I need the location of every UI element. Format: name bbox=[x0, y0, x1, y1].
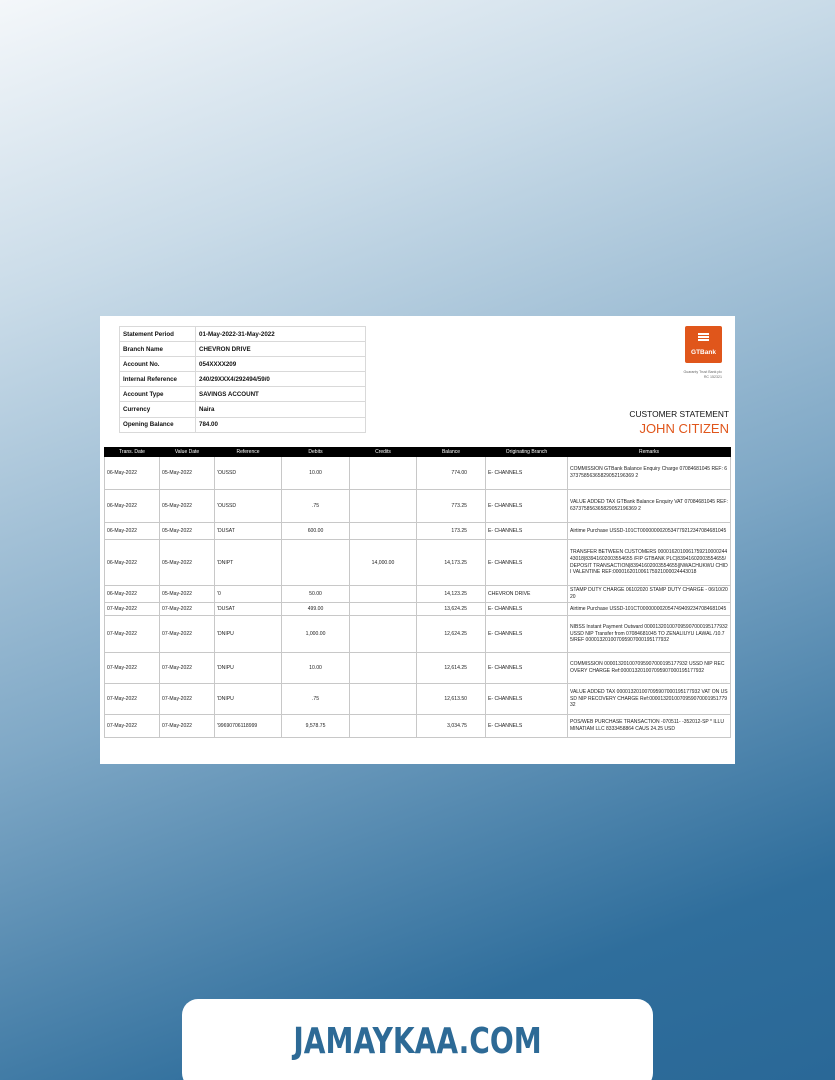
footer-banner bbox=[182, 999, 653, 1080]
info-row bbox=[120, 342, 366, 357]
cell-branch: E- CHANNELS bbox=[486, 684, 568, 715]
cell-balance: 173.25 bbox=[417, 523, 486, 540]
cell-debit: 1,000.00 bbox=[282, 616, 350, 653]
cell-remarks: Airtime Purchase USSD-101CT0000000020547494092347084681045 bbox=[568, 603, 731, 616]
cell-branch: E- CHANNELS bbox=[486, 616, 568, 653]
cell-balance: 12,624.25 bbox=[417, 616, 486, 653]
table-row bbox=[105, 586, 731, 603]
logo-bars-icon bbox=[698, 333, 709, 342]
info-value: 01-May-2022-31-May-2022 bbox=[196, 327, 366, 342]
info-label: Internal Reference bbox=[120, 372, 196, 387]
info-label: Opening Balance bbox=[120, 417, 196, 432]
cell-debit: 499.00 bbox=[282, 603, 350, 616]
cell-branch: E- CHANNELS bbox=[486, 490, 568, 523]
cell-credit bbox=[350, 523, 417, 540]
cell-value-date: 07-May-2022 bbox=[160, 684, 215, 715]
cell-value-date: 07-May-2022 bbox=[160, 653, 215, 684]
table-row bbox=[105, 540, 731, 586]
cell-branch: E- CHANNELS bbox=[486, 457, 568, 490]
cell-debit: 50.00 bbox=[282, 586, 350, 603]
cell-credit bbox=[350, 684, 417, 715]
cell-credit bbox=[350, 715, 417, 738]
statement-title: CUSTOMER STATEMENT bbox=[629, 409, 729, 419]
cell-reference: '0 bbox=[215, 586, 282, 603]
cell-remarks: POS/WEB PURCHASE TRANSACTION -070511- -352012-SP * ILLUMINATIAM LLC 8333458864 CAUS 24.25 USD bbox=[568, 715, 731, 738]
cell-branch: E- CHANNELS bbox=[486, 653, 568, 684]
site-name: JAMAYKAA.COM bbox=[293, 1021, 542, 1062]
cell-value-date: 07-May-2022 bbox=[160, 616, 215, 653]
table-row bbox=[105, 603, 731, 616]
cell-balance: 773.25 bbox=[417, 490, 486, 523]
table-header-row bbox=[105, 448, 731, 457]
cell-balance: 774.00 bbox=[417, 457, 486, 490]
column-header: Trans. Date bbox=[105, 448, 160, 457]
cell-reference: 'DUSAT bbox=[215, 603, 282, 616]
column-header: Value Date bbox=[160, 448, 215, 457]
table-row bbox=[105, 457, 731, 490]
cell-remarks: COMMISSION GTBank Balance Enquiry Charge 07084681045 REF: 637375856365829052196369 2 bbox=[568, 457, 731, 490]
cell-remarks: VALUE ADDED TAX 000013201007095907000195177932 VAT ON USSD NIP RECOVERY CHARGE Ref:000013201007095907000195177932 bbox=[568, 684, 731, 715]
cell-balance: 12,614.25 bbox=[417, 653, 486, 684]
info-value: Naira bbox=[196, 402, 366, 417]
cell-branch: CHEVRON DRIVE bbox=[486, 586, 568, 603]
info-label: Statement Period bbox=[120, 327, 196, 342]
cell-value-date: 05-May-2022 bbox=[160, 457, 215, 490]
tagline-line: Guaranty Trust Bank plc bbox=[683, 370, 722, 374]
info-value: 784.00 bbox=[196, 417, 366, 432]
cell-reference: 'DUSAT bbox=[215, 523, 282, 540]
cell-remarks: NIBSS Instant Payment Outward 000013201007095907000195177932 USSD NIP Transfer from 07084681045 TO ZENALIUYU LAWAL /10.75/REF 000013201007095907000195177932 bbox=[568, 616, 731, 653]
cell-credit bbox=[350, 616, 417, 653]
customer-name: JOHN CITIZEN bbox=[639, 421, 729, 436]
table-row bbox=[105, 715, 731, 738]
info-row bbox=[120, 327, 366, 342]
cell-debit: .75 bbox=[282, 490, 350, 523]
cell-credit bbox=[350, 457, 417, 490]
cell-trans-date: 06-May-2022 bbox=[105, 523, 160, 540]
cell-value-date: 05-May-2022 bbox=[160, 490, 215, 523]
cell-credit: 14,000.00 bbox=[350, 540, 417, 586]
bank-statement-document bbox=[100, 316, 735, 764]
cell-remarks: STAMP DUTY CHARGE 06102020 STAMP DUTY CHARGE - 06/10/2020 bbox=[568, 586, 731, 603]
cell-debit: .75 bbox=[282, 684, 350, 715]
info-label: Currency bbox=[120, 402, 196, 417]
cell-credit bbox=[350, 586, 417, 603]
cell-trans-date: 07-May-2022 bbox=[105, 653, 160, 684]
cell-debit: 600.00 bbox=[282, 523, 350, 540]
cell-remarks: TRANSFER BETWEEN CUSTOMERS 000016201006175921000024443018|83941602003554655 /FIP GTBANK PLC|83941602003554655/DEPOSIT TRANSACTION|83941602003554655||NWACHUKWU CHIDI VALENTINE REF:000016201006175921000024443018 bbox=[568, 540, 731, 586]
cell-branch: E- CHANNELS bbox=[486, 540, 568, 586]
cell-value-date: 07-May-2022 bbox=[160, 603, 215, 616]
info-row bbox=[120, 417, 366, 432]
cell-balance: 14,173.25 bbox=[417, 540, 486, 586]
info-value: 054XXXX209 bbox=[196, 357, 366, 372]
info-row bbox=[120, 387, 366, 402]
cell-credit bbox=[350, 653, 417, 684]
cell-branch: E- CHANNELS bbox=[486, 603, 568, 616]
cell-trans-date: 07-May-2022 bbox=[105, 603, 160, 616]
cell-debit: 9,578.75 bbox=[282, 715, 350, 738]
gtbank-logo bbox=[685, 326, 722, 363]
statement-info-table bbox=[119, 326, 366, 433]
cell-reference: 'DNIPT bbox=[215, 540, 282, 586]
info-label: Account Type bbox=[120, 387, 196, 402]
table-row bbox=[105, 684, 731, 715]
table-row bbox=[105, 490, 731, 523]
info-value: CHEVRON DRIVE bbox=[196, 342, 366, 357]
info-row bbox=[120, 357, 366, 372]
table-row bbox=[105, 616, 731, 653]
table-row bbox=[105, 523, 731, 540]
column-header: Balance bbox=[417, 448, 486, 457]
cell-remarks: COMMISSION 000013201007095907000195177932 USSD NIP RECOVERY CHARGE Ref:000013201007095907000195177932 bbox=[568, 653, 731, 684]
tagline-line: RC 152321 bbox=[703, 375, 722, 379]
cell-remarks: Airtime Purchase USSD-101CT0000000020534779212347084681045 bbox=[568, 523, 731, 540]
cell-trans-date: 06-May-2022 bbox=[105, 457, 160, 490]
cell-trans-date: 06-May-2022 bbox=[105, 540, 160, 586]
cell-reference: 'DNIPU bbox=[215, 616, 282, 653]
cell-trans-date: 07-May-2022 bbox=[105, 616, 160, 653]
info-value: 240/29XXX4/292494/59/0 bbox=[196, 372, 366, 387]
cell-balance: 3,034.75 bbox=[417, 715, 486, 738]
cell-credit bbox=[350, 603, 417, 616]
cell-remarks: VALUE ADDED TAX GTBank Balance Enquiry VAT 07084681045 REF: 637375856365829052196369 2 bbox=[568, 490, 731, 523]
cell-debit bbox=[282, 540, 350, 586]
cell-balance: 14,123.25 bbox=[417, 586, 486, 603]
cell-trans-date: 07-May-2022 bbox=[105, 684, 160, 715]
cell-reference: 'OUSSD bbox=[215, 457, 282, 490]
bank-tagline bbox=[660, 370, 722, 380]
column-header: Debits bbox=[282, 448, 350, 457]
cell-reference: 'DNIPU bbox=[215, 653, 282, 684]
cell-trans-date: 07-May-2022 bbox=[105, 715, 160, 738]
table-row bbox=[105, 653, 731, 684]
info-row bbox=[120, 402, 366, 417]
cell-reference: '99690706118999 bbox=[215, 715, 282, 738]
info-value: SAVINGS ACCOUNT bbox=[196, 387, 366, 402]
cell-branch: E- CHANNELS bbox=[486, 523, 568, 540]
column-header: Reference bbox=[215, 448, 282, 457]
cell-reference: 'OUSSD bbox=[215, 490, 282, 523]
transactions-table bbox=[104, 447, 731, 738]
cell-value-date: 05-May-2022 bbox=[160, 540, 215, 586]
info-row bbox=[120, 372, 366, 387]
cell-reference: 'DNIPU bbox=[215, 684, 282, 715]
cell-debit: 10.00 bbox=[282, 653, 350, 684]
cell-trans-date: 06-May-2022 bbox=[105, 586, 160, 603]
cell-value-date: 05-May-2022 bbox=[160, 586, 215, 603]
cell-debit: 10.00 bbox=[282, 457, 350, 490]
cell-value-date: 05-May-2022 bbox=[160, 523, 215, 540]
column-header: Credits bbox=[350, 448, 417, 457]
cell-balance: 12,613.50 bbox=[417, 684, 486, 715]
column-header: Originating Branch bbox=[486, 448, 568, 457]
column-header: Remarks bbox=[568, 448, 731, 457]
cell-value-date: 07-May-2022 bbox=[160, 715, 215, 738]
cell-trans-date: 06-May-2022 bbox=[105, 490, 160, 523]
logo-text: GTBank bbox=[691, 349, 716, 356]
cell-balance: 13,624.25 bbox=[417, 603, 486, 616]
cell-credit bbox=[350, 490, 417, 523]
cell-branch: E- CHANNELS bbox=[486, 715, 568, 738]
info-label: Branch Name bbox=[120, 342, 196, 357]
info-label: Account No. bbox=[120, 357, 196, 372]
